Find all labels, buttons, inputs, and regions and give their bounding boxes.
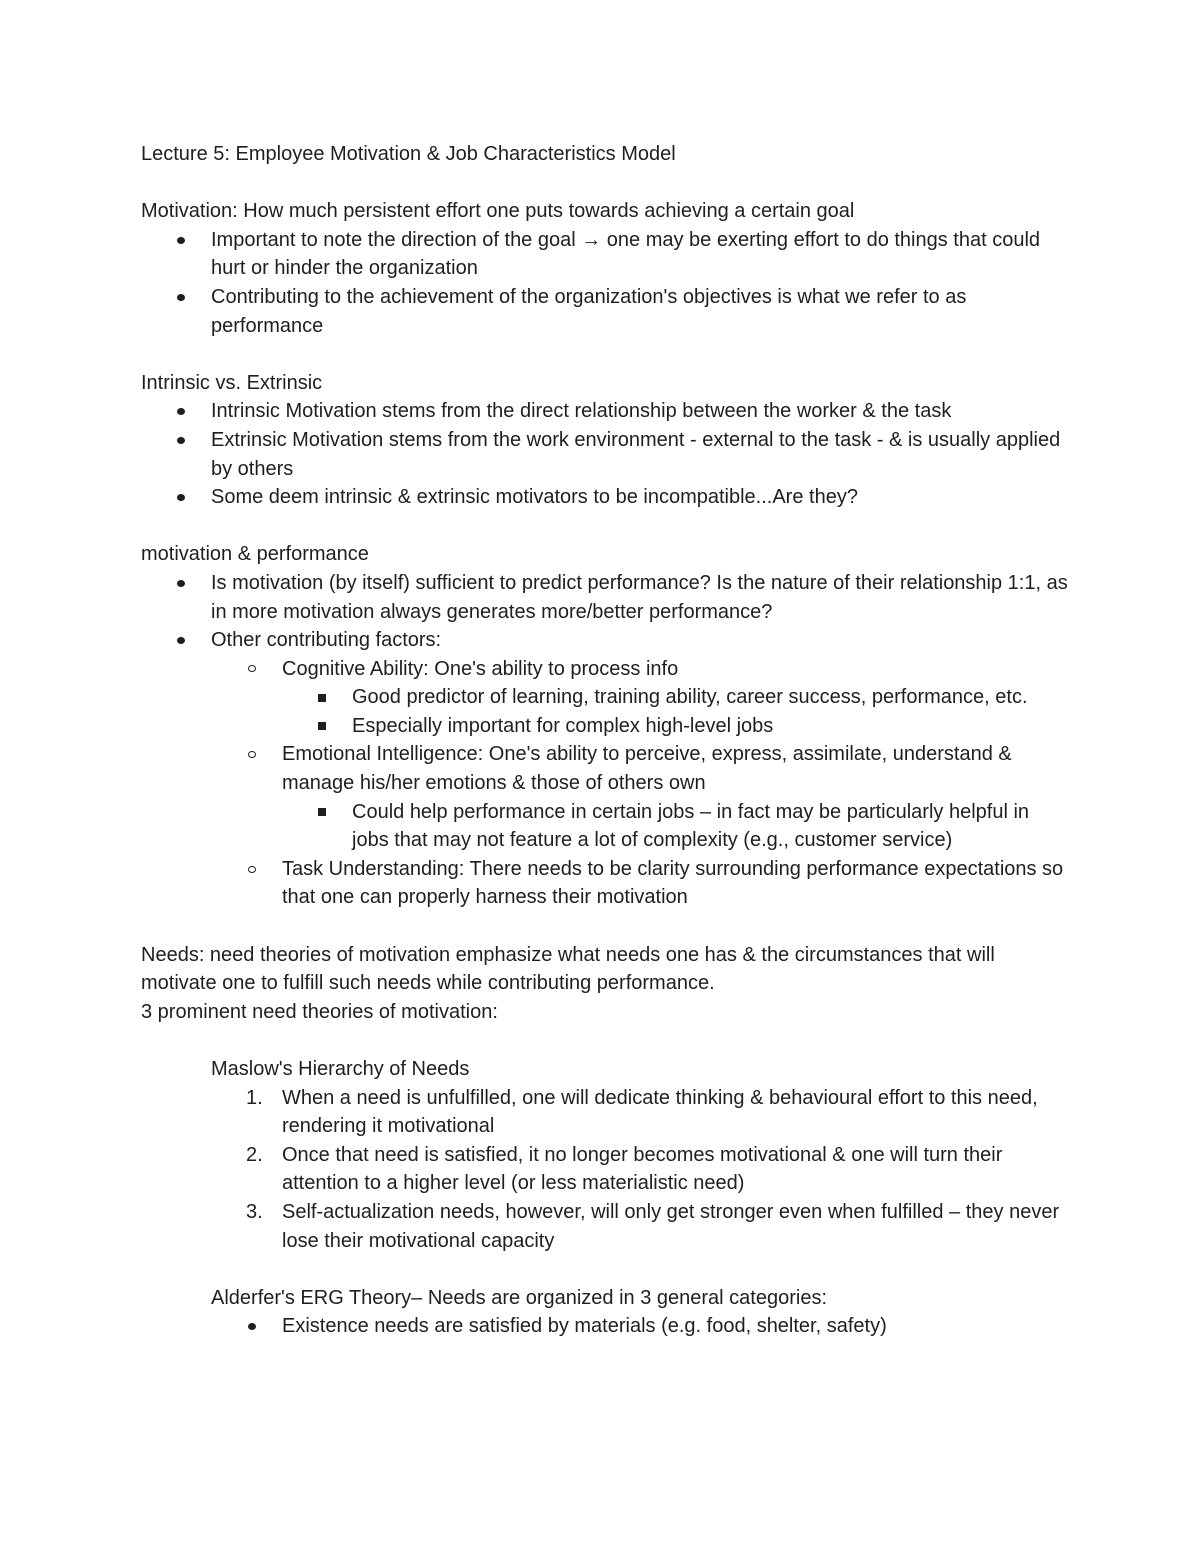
square-bullet-icon <box>312 683 332 712</box>
list-number: 3. <box>246 1200 263 1223</box>
document-title: Lecture 5: Employee Motivation & Job Characteristics Model <box>141 143 676 165</box>
list-item: Is motivation (by itself) sufficient to predict performance? Is the nature of their relationship 1:1, as in more motivation always generates more/better performance? <box>141 569 1071 626</box>
list-item: Good predictor of learning, training ability, career success, performance, etc. <box>141 683 1071 712</box>
list-item: Intrinsic Motivation stems from the direct relationship between the worker & the task <box>141 397 1071 426</box>
bullet-icon <box>171 397 191 426</box>
list-item: Extrinsic Motivation stems from the work environment - external to the task - & is usually applied by others <box>141 426 1071 483</box>
list-item: Important to note the direction of the goal → one may be exerting effort to do things that could hurt or hinder the organization <box>141 226 1071 283</box>
alderfer-heading: Alderfer's ERG Theory– Needs are organized in 3 general categories: <box>211 1286 828 1309</box>
list-item: Some deem intrinsic & extrinsic motivators to be incompatible...Are they? <box>141 483 1071 512</box>
list-item: Other contributing factors: <box>141 626 1071 655</box>
intrinsic-heading: Intrinsic vs. Extrinsic <box>141 371 323 394</box>
list-item: Task Understanding: There needs to be clarity surrounding performance expectations so that one can properly harness their motivation <box>141 855 1071 912</box>
list-item: Could help performance in certain jobs – in fact may be particularly helpful in jobs that may not feature a lot of complexity (e.g., customer service) <box>141 798 1071 855</box>
list-item: Cognitive Ability: One's ability to process info <box>141 655 1071 684</box>
numbered-item: 1. When a need is unfulfilled, one will dedicate thinking & behavioural effort to this need, rendering it motivational <box>141 1084 1071 1141</box>
bullet-icon <box>171 626 191 655</box>
list-number: 2. <box>246 1143 263 1166</box>
hollow-bullet-icon <box>242 655 262 684</box>
bullet-icon <box>171 569 191 598</box>
bullet-icon <box>171 226 191 255</box>
maslow-heading: Maslow's Hierarchy of Needs <box>211 1058 470 1080</box>
document-page <box>141 140 1071 1341</box>
bullet-icon <box>171 283 191 312</box>
square-bullet-icon <box>312 712 332 741</box>
numbered-item: 3. Self-actualization needs, however, will only get stronger even when fulfilled – they never lose their motivational capacity <box>141 1198 1071 1255</box>
needs-paragraph: Needs: need theories of motivation emphasize what needs one has & the circumstances that will motivate one to fulfill such needs while contributing performance. <box>141 943 995 995</box>
list-item: Contributing to the achievement of the organization's objectives is what we refer to as performance <box>141 283 1071 340</box>
list-item: Especially important for complex high-level jobs <box>141 712 1071 741</box>
square-bullet-icon <box>312 798 332 827</box>
bullet-icon <box>242 1312 262 1341</box>
hollow-bullet-icon <box>242 740 262 769</box>
bullet-icon <box>171 483 191 512</box>
bullet-icon <box>171 426 191 455</box>
list-item: Emotional Intelligence: One's ability to perceive, express, assimilate, understand & manage his/her emotions & those of others own <box>141 740 1071 797</box>
numbered-item: 2. Once that need is satisfied, it no longer becomes motivational & one will turn their attention to a higher level (or less materialistic need) <box>141 1141 1071 1198</box>
needs-intro: 3 prominent need theories of motivation: <box>141 1000 498 1023</box>
list-item: Existence needs are satisfied by materials (e.g. food, shelter, safety) <box>141 1312 1071 1341</box>
list-number: 1. <box>246 1086 263 1109</box>
performance-heading: motivation & performance <box>141 543 369 566</box>
hollow-bullet-icon <box>242 855 262 884</box>
motivation-heading: Motivation: How much persistent effort one puts towards achieving a certain goal <box>141 200 855 223</box>
